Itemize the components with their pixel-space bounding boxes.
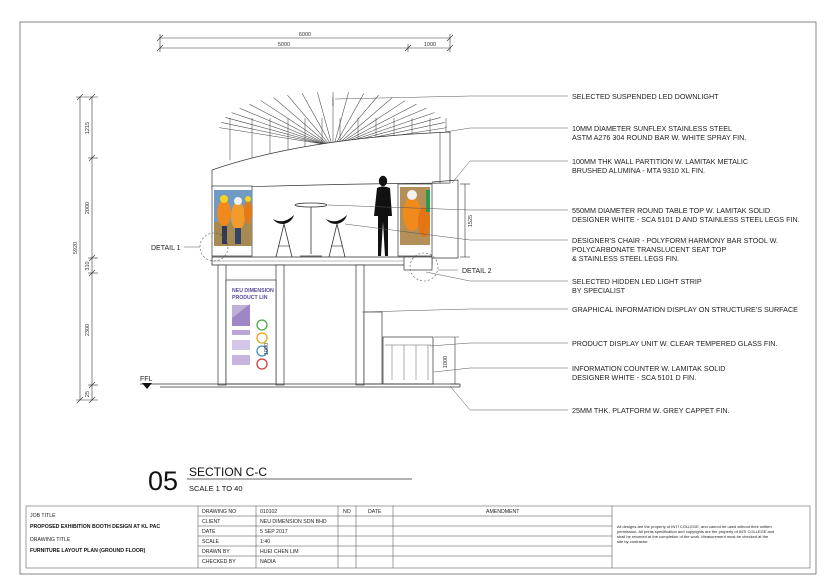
title-block-value: NEU DIMENSION SDN BHD bbox=[260, 519, 327, 525]
dim-left: 5000 bbox=[277, 42, 291, 48]
fan-fin bbox=[317, 92, 331, 144]
fan-fin bbox=[249, 104, 325, 144]
right-photo bbox=[400, 187, 430, 245]
title-block-value: 010102 bbox=[260, 509, 278, 515]
human-figure bbox=[374, 176, 392, 256]
dim-left-1: 1215 bbox=[85, 121, 91, 135]
dim-counter: 1000 bbox=[443, 355, 449, 369]
leader-line bbox=[434, 368, 568, 372]
left-dimension bbox=[76, 94, 98, 403]
leader-line bbox=[362, 309, 568, 312]
fan-fin bbox=[261, 101, 327, 144]
callout-text: INFORMATION COUNTER W. LAMITAK SOLID bbox=[572, 364, 726, 373]
panel-text-2: PRODUCT LIN bbox=[232, 295, 268, 301]
title-block-label: DATE bbox=[202, 529, 216, 535]
fan-fin bbox=[287, 95, 329, 144]
section-number: 05 bbox=[148, 466, 179, 496]
callout-text: DESIGNER WHITE - SCA 5101 D FIN. bbox=[572, 373, 697, 382]
callout-text: GRAPHICAL INFORMATION DISPLAY ON STRUCTURE'S SURFACE bbox=[572, 305, 798, 314]
title-block-rows bbox=[202, 509, 327, 565]
leader-line bbox=[450, 386, 568, 410]
bar-stool-left bbox=[273, 215, 294, 257]
title-block-label: CLIENT bbox=[202, 519, 221, 525]
amend-no-header: NO bbox=[343, 509, 351, 515]
detail-2-label: DETAIL 2 bbox=[462, 268, 492, 275]
title-block-value: 5 SEP 2017 bbox=[260, 529, 288, 535]
callout-text: & STAINLESS STEEL LEGS FIN. bbox=[572, 254, 680, 263]
fan-fin bbox=[221, 122, 323, 144]
platform bbox=[140, 384, 460, 387]
dim-right: 1000 bbox=[423, 42, 437, 48]
sheet-border bbox=[20, 22, 816, 574]
job-title: PROPOSED EXHIBITION BOOTH DESIGN AT KL PAC bbox=[30, 524, 161, 530]
dim-left-3: 5920 bbox=[73, 241, 79, 255]
detail-1-label: DETAIL 1 bbox=[151, 245, 181, 252]
callout-text: 100MM THK WALL PARTITION W. LAMITAK METALIC bbox=[572, 157, 749, 166]
callout-text: DESIGNER'S CHAIR - POLYFORM HARMONY BAR STOOL W. bbox=[572, 236, 778, 245]
dim-right-1525: 1525 bbox=[468, 214, 474, 228]
ffl-marker bbox=[142, 383, 152, 389]
dim-left-4: 310 bbox=[85, 261, 91, 271]
dim-left-6: 25 bbox=[85, 390, 91, 398]
title-block-value: NADIA bbox=[260, 559, 276, 565]
dim-display: 1000 bbox=[264, 342, 270, 356]
callout-text: PRODUCT DISPLAY UNIT W. CLEAR TEMPERED GLASS FIN. bbox=[572, 339, 778, 348]
amend-date-header: DATE bbox=[368, 509, 382, 515]
dim-overall: 6000 bbox=[298, 32, 312, 38]
callout-text: 550MM DIAMETER ROUND TABLE TOP W. LAMITAK SOLID bbox=[572, 206, 771, 215]
callouts bbox=[572, 92, 800, 415]
callout-text: BY SPECIALIST bbox=[572, 286, 625, 295]
note-line-1: All designs are the property of INTI COLLEGE, and cannot be used without their written bbox=[617, 524, 772, 529]
curved-partition bbox=[212, 132, 450, 188]
callout-text: ASTM A276 304 ROUND BAR W. WHITE SPRAY FIN. bbox=[572, 133, 747, 142]
leader-line bbox=[426, 272, 568, 281]
title-block-label: DRAWING NO bbox=[202, 509, 237, 515]
title-block-label: DRAWN BY bbox=[202, 549, 230, 555]
callout-text: POLYCARBONATE TRANSLUCENT SEAT TOP bbox=[572, 245, 727, 254]
callout-text: 10MM DIAMETER SUNFLEX STAINLESS STEEL bbox=[572, 124, 733, 133]
section-title: SECTION C-C bbox=[189, 465, 267, 479]
dim-left-2: 2000 bbox=[85, 201, 91, 215]
ffl-label: FFL bbox=[140, 376, 153, 383]
drawing-title-label: DRAWING TITLE bbox=[30, 537, 71, 543]
amendment-header: AMENDMENT bbox=[486, 509, 520, 515]
title-block-value: 1:40 bbox=[260, 539, 271, 545]
title-block-label: SCALE bbox=[202, 539, 220, 545]
note-line-2: permission. All prints specification and copyrights are the property of INTI COLLEGE and bbox=[617, 529, 775, 534]
leader-line bbox=[452, 161, 568, 183]
job-title-label: JOB TITLE bbox=[30, 513, 56, 519]
title-block-label: CHECKED BY bbox=[202, 559, 236, 565]
fan-fin bbox=[232, 113, 325, 144]
callout-text: SELECTED HIDDEN LED LIGHT STRIP bbox=[572, 277, 702, 286]
dim-left-5: 2300 bbox=[85, 323, 91, 337]
left-photo bbox=[214, 190, 252, 246]
callout-text: 25MM THK. PLATFORM W. GREY CAPPET FIN. bbox=[572, 406, 730, 415]
section-scale: SCALE 1 TO 40 bbox=[189, 484, 243, 493]
fan-fin bbox=[240, 108, 325, 144]
leader-line bbox=[328, 205, 568, 210]
note-line-3: shall be returned at the completion of the work. Measurement must be checked at the bbox=[617, 534, 769, 539]
panel-text-1: NEU DIMENSION bbox=[232, 288, 274, 294]
callout-text: BRUSHED ALUMINA - MTA 9310 XL FIN. bbox=[572, 166, 706, 175]
fan-fin bbox=[334, 92, 348, 144]
drawing-title: FURNITURE LAYOUT PLAN (GROUND FLOOR) bbox=[30, 548, 146, 554]
round-table bbox=[295, 203, 327, 256]
mezzanine-slab bbox=[212, 257, 432, 270]
note-line-4: site by contractor. bbox=[617, 539, 649, 544]
callout-text: DESIGNER WHITE - SCA 5101 D AND STAINLESS STEEL LEGS FIN. bbox=[572, 215, 800, 224]
leader-line bbox=[445, 128, 568, 132]
callout-text: SELECTED SUSPENDED LED DOWNLIGHT bbox=[572, 92, 719, 101]
leader-line bbox=[430, 343, 568, 346]
bar-stool-right bbox=[326, 215, 347, 257]
title-block-value: HUEI CHEN LIM bbox=[260, 549, 299, 555]
leader-line bbox=[335, 96, 568, 99]
